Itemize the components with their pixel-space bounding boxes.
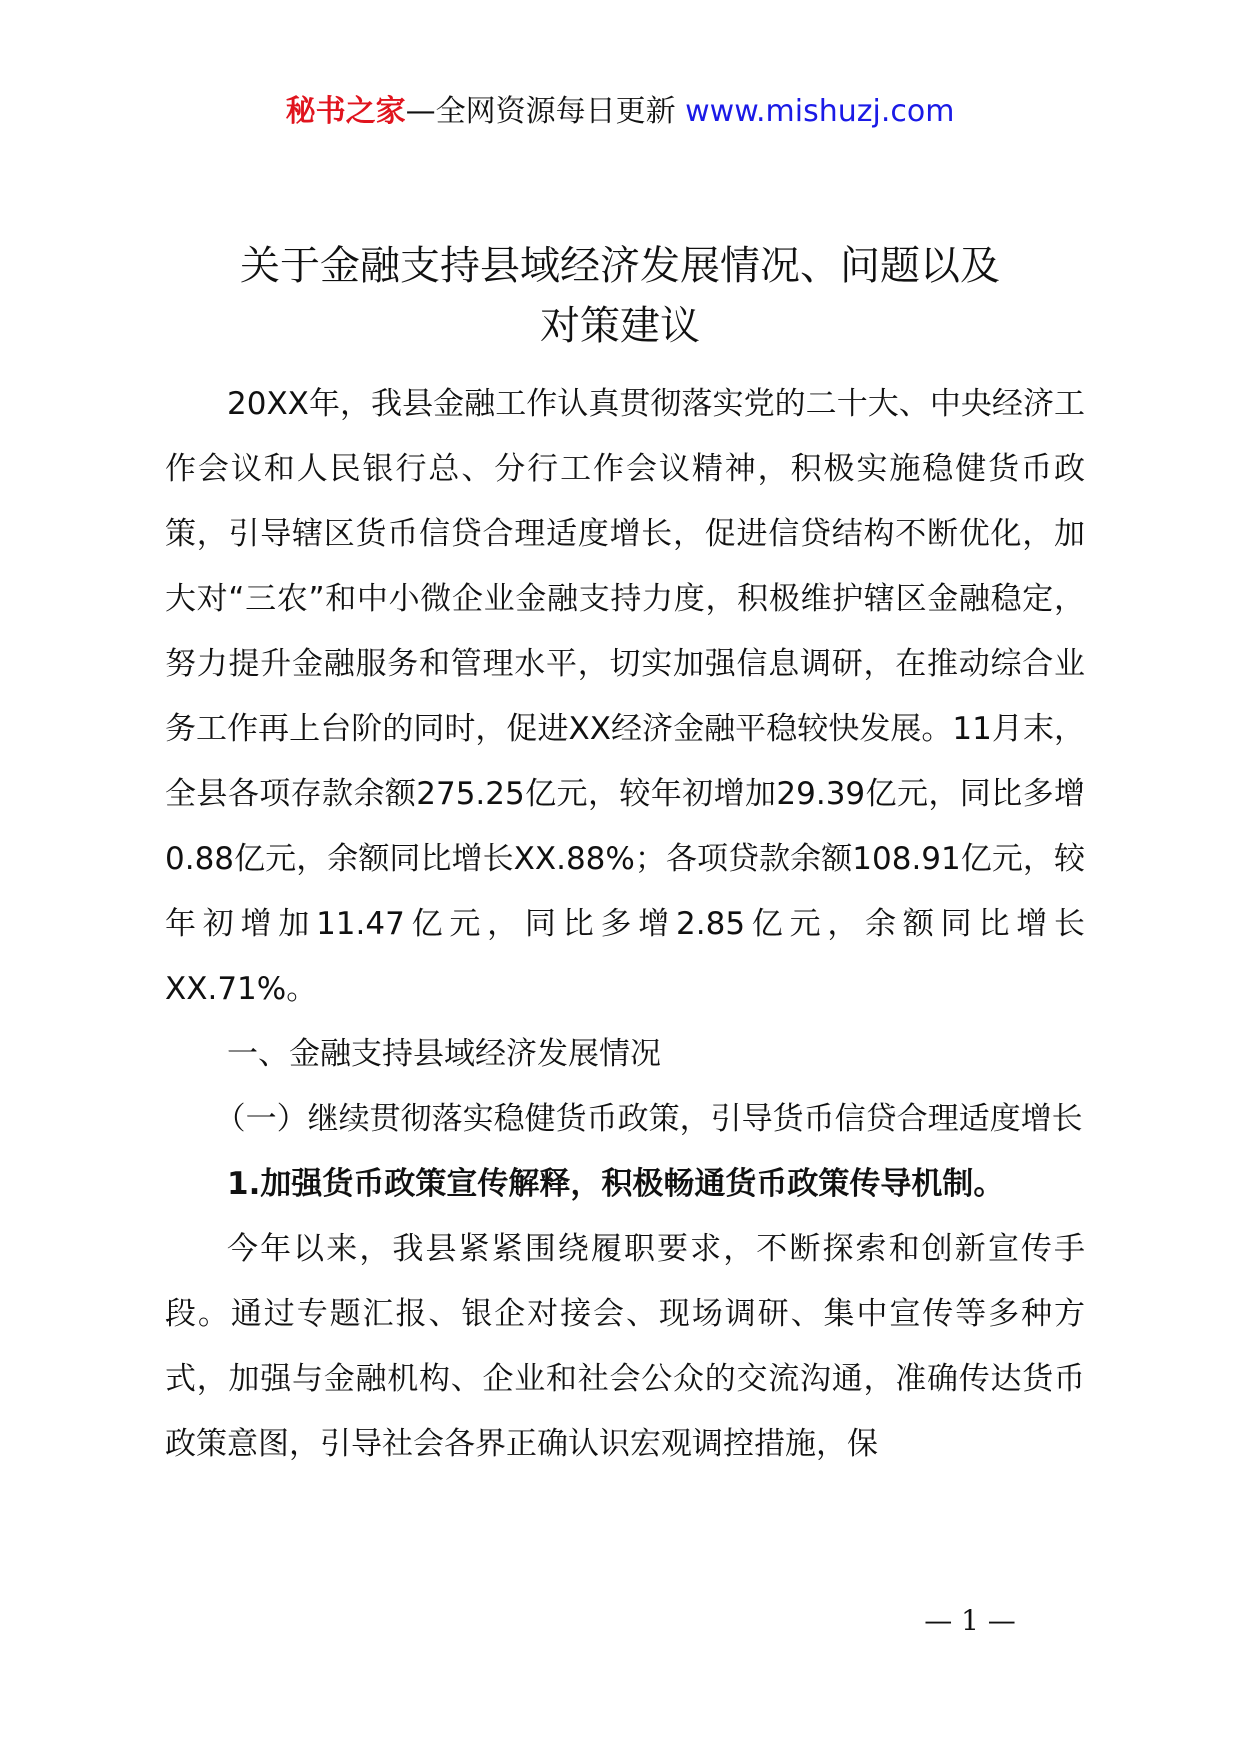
document-title [150, 236, 1090, 356]
body-paragraph: 今年以来，我县紧紧围绕履职要求，不断探索和创新宣传手段。通过专题汇报、银企对接会、现场调研、集中宣传等多种方式，加强与金融机构、企业和社会公众的交流沟通，准确传达货币政策意图，引导社会各界正确认识宏观调控措施，保 [165, 1231, 1085, 1462]
page-number: — 1 — [924, 1604, 1016, 1637]
header-slogan: —全网资源每日更新 [405, 94, 686, 129]
brand-name: 秘书之家 [285, 94, 406, 129]
site-header [0, 92, 1240, 132]
document-body [165, 372, 1085, 1477]
item-heading: 1.加强货币政策宣传解释，积极畅通货币政策传导机制。 [227, 1166, 1005, 1202]
subsection-heading: （一）继续贯彻落实稳健货币政策，引导货币信贷合理适度增长 [214, 1101, 1083, 1137]
section-heading: 一、金融支持县域经济发展情况 [227, 1036, 661, 1072]
title-line-2: 对策建议 [540, 303, 700, 349]
title-line-1: 关于金融支持县域经济发展情况、问题以及 [240, 243, 1000, 289]
site-url-link[interactable]: www.mishuzj.com [685, 94, 955, 129]
intro-paragraph: 20XX年，我县金融工作认真贯彻落实党的二十大、中央经济工作会议和人民银行总、分行工作会议精神，积极实施稳健货币政策，引导辖区货币信贷合理适度增长，促进信贷结构不断优化，加大对“三农”和中小微企业金融支持力度，积极维护辖区金融稳定，努力提升金融服务和管理水平，切实加强信息调研，在推动综合业务工作再上台阶的同时，促进XX经济金融平稳较快发展。11月末，全县各项存款余额275.25亿元，较年初增加29.39亿元，同比多增0.88亿元，余额同比增长XX.88%；各项贷款余额108.91亿元，较年初增加11.47亿元，同比多增2.85亿元，余额同比增长XX.71%。 [165, 386, 1085, 1007]
